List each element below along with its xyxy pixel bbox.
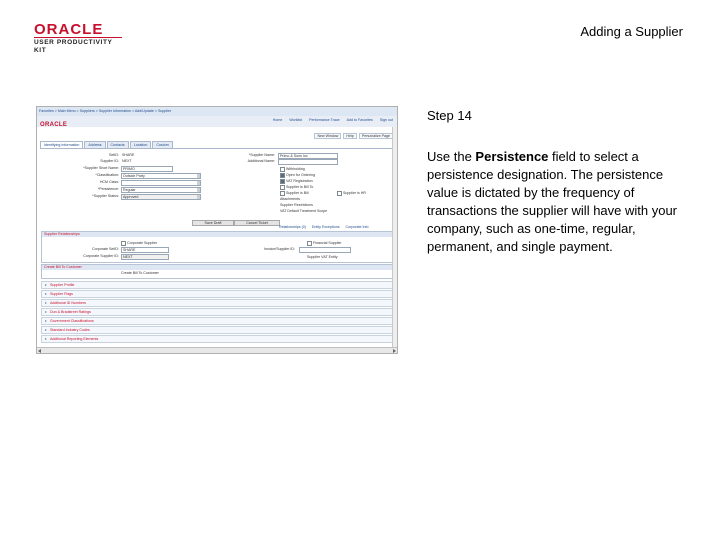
corporate-setid-label: Corporate SetID: xyxy=(92,247,119,251)
bill-to-checkbox[interactable] xyxy=(280,185,285,190)
scroll-right-icon[interactable] xyxy=(393,349,396,353)
supplier-relationships-header: Supplier Relationships xyxy=(42,232,394,237)
hr-label: Supplier is HR xyxy=(343,191,366,195)
step-description xyxy=(427,148,689,256)
group-label: Dun & Bradstreet Ratings xyxy=(50,310,91,314)
group-dun-bradstreet[interactable] xyxy=(41,308,395,316)
vertical-scrollbar[interactable] xyxy=(392,127,397,347)
short-name-label: *Supplier Short Name: xyxy=(83,166,119,170)
tab-divider xyxy=(40,148,394,149)
open-for-ordering-checkbox[interactable] xyxy=(280,173,285,178)
group-additional-reporting[interactable] xyxy=(41,335,395,343)
group-label: Additional ID Numbers xyxy=(50,301,86,305)
supplier-status-label: *Supplier Status: xyxy=(92,194,119,198)
bill-to-customer-section xyxy=(41,264,395,279)
corporate-setid-value: SHARE xyxy=(123,247,136,252)
save-draft-button[interactable]: Save Draft xyxy=(192,220,234,226)
group-label: Government Classifications xyxy=(50,319,94,323)
tab-location[interactable]: Location xyxy=(130,141,152,148)
attachments-link[interactable]: Attachments xyxy=(280,197,300,201)
additional-name-input[interactable] xyxy=(278,159,338,165)
entity-exceptions-link[interactable]: Entity Exceptions xyxy=(311,225,340,229)
expand-icon xyxy=(45,338,47,340)
sign-out-link[interactable]: Sign out xyxy=(379,118,393,122)
corporate-supplier-id-value: NEXT xyxy=(123,254,133,259)
classification-select[interactable] xyxy=(121,173,201,179)
expand-icon xyxy=(45,293,47,295)
bill-to-customer-header: Create Bill To Customer xyxy=(42,265,394,270)
financial-supplier-checkbox[interactable] xyxy=(307,241,312,246)
vat-registration-label: VAT Registration xyxy=(286,179,313,183)
worklist-link[interactable]: Worklist xyxy=(289,118,303,122)
hcm-class-select[interactable] xyxy=(121,180,201,186)
supplier-name-label: *Supplier Name: xyxy=(248,153,275,157)
group-supplier-profile[interactable] xyxy=(41,281,395,289)
page-toolbar xyxy=(314,133,393,139)
persistence-select[interactable] xyxy=(121,187,201,193)
group-standard-industry-codes[interactable] xyxy=(41,326,395,334)
desc-text-before: Use the xyxy=(427,149,476,164)
group-label: Supplier Flags xyxy=(50,292,73,296)
expand-icon xyxy=(45,311,47,313)
horizontal-scrollbar[interactable] xyxy=(37,347,397,354)
logo-subtitle: USER PRODUCTIVITY KIT xyxy=(34,37,122,55)
hr-checkbox[interactable] xyxy=(337,191,342,196)
corporate-supplier-id-input[interactable] xyxy=(121,254,169,260)
persistence-value: Regular xyxy=(123,187,136,192)
corporate-supplier-checkbox[interactable] xyxy=(121,241,126,246)
tab-contacts[interactable]: Contacts xyxy=(107,141,129,148)
group-label: Additional Reporting Elements xyxy=(50,337,99,341)
short-name-input[interactable] xyxy=(121,166,173,172)
personalize-page-link[interactable]: Personalize Page xyxy=(359,133,393,139)
expand-icon xyxy=(45,320,47,322)
expand-icon xyxy=(45,284,47,286)
corporate-info-link[interactable]: Corporate Info xyxy=(345,225,369,229)
related-links xyxy=(279,225,369,229)
setid-value: SHARE xyxy=(122,153,135,157)
classification-label: *Classification: xyxy=(95,173,119,177)
vat-registration-checkbox[interactable] xyxy=(280,179,285,184)
tab-address[interactable]: Address xyxy=(84,141,105,148)
setid-label: SetID: xyxy=(109,153,119,157)
logo-wordmark: ORACLE xyxy=(34,21,104,38)
supplier-status-select[interactable] xyxy=(121,194,201,200)
scroll-left-icon[interactable] xyxy=(38,349,41,353)
corporate-supplier-id-label: Corporate Supplier ID: xyxy=(83,254,119,258)
classification-value: Outside Party xyxy=(123,173,145,178)
breadcrumb: Favorites > Main Menu > Suppliers > Supplier Information > Add/Update > Supplier xyxy=(39,109,172,113)
tab-custom[interactable]: Custom xyxy=(152,141,172,148)
app-logo: ORACLE xyxy=(40,122,68,128)
group-label: Supplier Profile xyxy=(50,283,75,287)
group-supplier-flags[interactable] xyxy=(41,290,395,298)
group-label: Standard Industry Codes xyxy=(50,328,90,332)
short-name-value: PRIMO xyxy=(123,166,135,171)
page-tabs xyxy=(40,141,173,148)
invoice-supplier-input[interactable] xyxy=(299,247,351,253)
help-link[interactable]: Help xyxy=(343,133,356,139)
withholding-checkbox[interactable] xyxy=(280,167,285,172)
supplier-name-value: Primo & Sons Inc xyxy=(280,153,308,158)
vat-default-link[interactable]: VAT Default Treatment Scope xyxy=(280,209,328,213)
supplier-vat-entity-label: Supplier VAT Entity xyxy=(307,255,338,259)
create-bill-to-customer-link[interactable]: Create Bill To Customer xyxy=(121,271,159,275)
expand-icon xyxy=(45,329,47,331)
hcm-class-label: HCM Class: xyxy=(99,180,119,184)
bill-to-label: Supplier is Bill To xyxy=(286,185,314,189)
supplier-id-value: NEXT xyxy=(122,159,132,163)
add-to-favorites-link[interactable]: Add to Favorites xyxy=(346,118,373,122)
cancel-ticket-button[interactable]: Cancel Ticket xyxy=(234,220,280,226)
tab-identifying-information[interactable]: Identifying Information xyxy=(40,141,83,148)
corporate-supplier-label: Corporate Supplier xyxy=(127,241,158,245)
bill-label: Supplier is Bill xyxy=(286,191,309,195)
application-screenshot xyxy=(36,106,398,354)
page-title: Adding a Supplier xyxy=(580,24,683,39)
group-government-classifications[interactable] xyxy=(41,317,395,325)
financial-supplier-label: Financial Supplier xyxy=(313,241,342,245)
supplier-status-value: Approved xyxy=(123,194,139,199)
corporate-setid-input[interactable] xyxy=(121,247,169,253)
supplier-id-label: Supplier ID: xyxy=(100,159,119,163)
expand-icon xyxy=(45,302,47,304)
header-bar xyxy=(37,116,397,127)
header-links xyxy=(273,118,393,122)
performance-trace-link[interactable]: Performance Trace xyxy=(309,118,340,122)
open-for-ordering-label: Open for Ordering xyxy=(286,173,315,177)
withholding-label: Withholding xyxy=(286,167,305,171)
step-number: Step 14 xyxy=(427,108,472,123)
additional-name-label: Additional Name: xyxy=(247,159,275,163)
invoice-supplier-label: Invoice/Supplier ID: xyxy=(263,247,295,251)
group-additional-id-numbers[interactable] xyxy=(41,299,395,307)
desc-field-name: Persistence xyxy=(475,149,549,164)
bill-checkbox[interactable] xyxy=(280,191,285,196)
oracle-upk-logo xyxy=(34,22,134,55)
home-link[interactable]: Home xyxy=(272,118,283,122)
relationships-link[interactable]: Relationships (0) xyxy=(279,225,306,229)
new-window-link[interactable]: New Window xyxy=(314,133,341,139)
persistence-label: *Persistence: xyxy=(97,187,119,191)
supplier-restrictions-link[interactable]: Supplier Restrictions xyxy=(280,203,313,207)
desc-text-after: field to select a persistence designation. The persistence value is dictated by the frequency of transactions the supplier will have with your company, such as one-time, regular, permanent, and single payment. xyxy=(427,149,678,254)
